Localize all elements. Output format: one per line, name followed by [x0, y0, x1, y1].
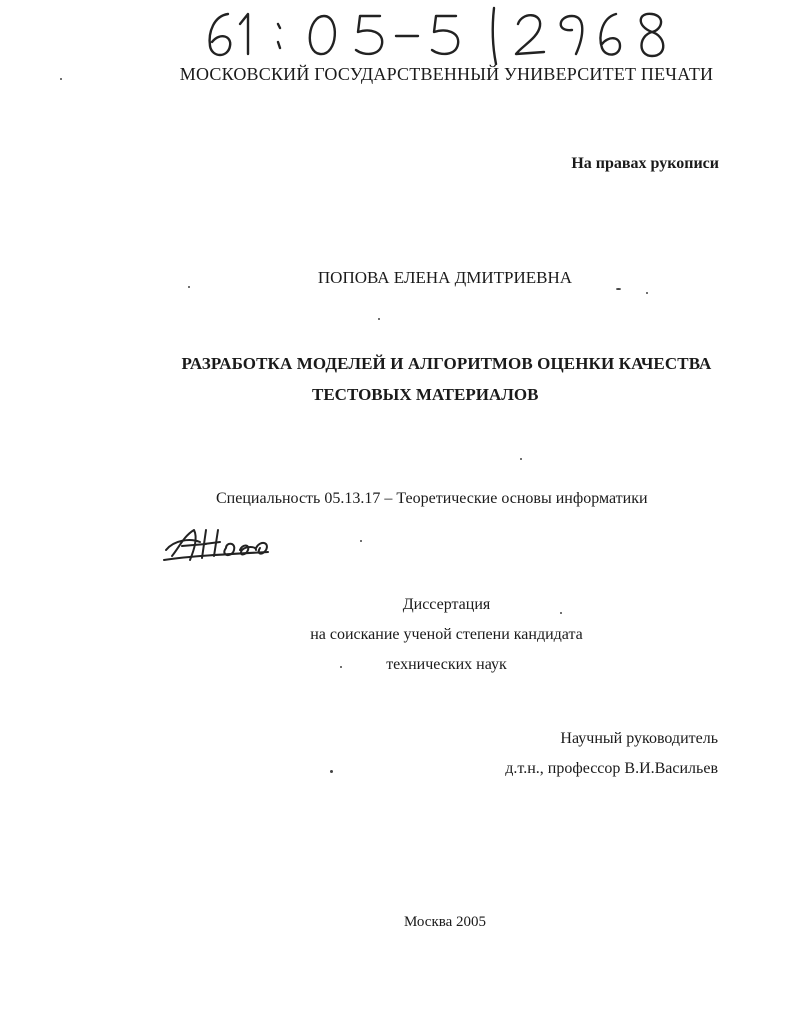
signature-drawing — [160, 516, 280, 568]
supervisor-name: д.т.н., профессор В.И.Васильев — [505, 760, 718, 777]
university-name: МОСКОВСКИЙ ГОСУДАРСТВЕННЫЙ УНИВЕРСИТЕТ ПЕЧАТИ — [179, 64, 714, 84]
scan-speck — [360, 540, 362, 542]
thesis-title-line-1: РАЗРАБОТКА МОДЕЛЕЙ И АЛГОРИТМОВ ОЦЕНКИ КАЧЕСТВА — [181, 354, 712, 373]
scan-speck — [188, 286, 190, 288]
handwritten-code-drawing — [200, 2, 670, 66]
scan-speck — [520, 458, 522, 460]
author-name: ПОПОВА ЕЛЕНА ДМИТРИЕВНА — [317, 268, 573, 287]
thesis-title-line-2: ТЕСТОВЫХ МАТЕРИАЛОВ — [312, 385, 539, 404]
scan-speck — [646, 292, 648, 294]
scan-speck — [340, 666, 342, 668]
handwritten-signature — [160, 516, 280, 568]
dissertation-block — [0, 590, 793, 680]
scan-speck — [330, 770, 333, 773]
dissertation-field: технических наук — [386, 656, 507, 673]
scan-speck — [378, 318, 380, 320]
specialty-line: Специальность 05.13.17 – Теоретические основы информатики — [216, 490, 648, 507]
dissertation-type: Диссертация — [402, 596, 491, 613]
scan-speck — [616, 288, 621, 290]
rights-note: На правах рукописи — [571, 155, 719, 172]
scan-speck — [560, 612, 562, 614]
handwritten-archive-code — [200, 2, 670, 66]
supervisor-label: Научный руководитель — [560, 730, 718, 747]
scan-speck — [60, 78, 62, 80]
city-year: Москва 2005 — [403, 914, 487, 930]
dissertation-degree: на соискание ученой степени кандидата — [310, 626, 583, 643]
